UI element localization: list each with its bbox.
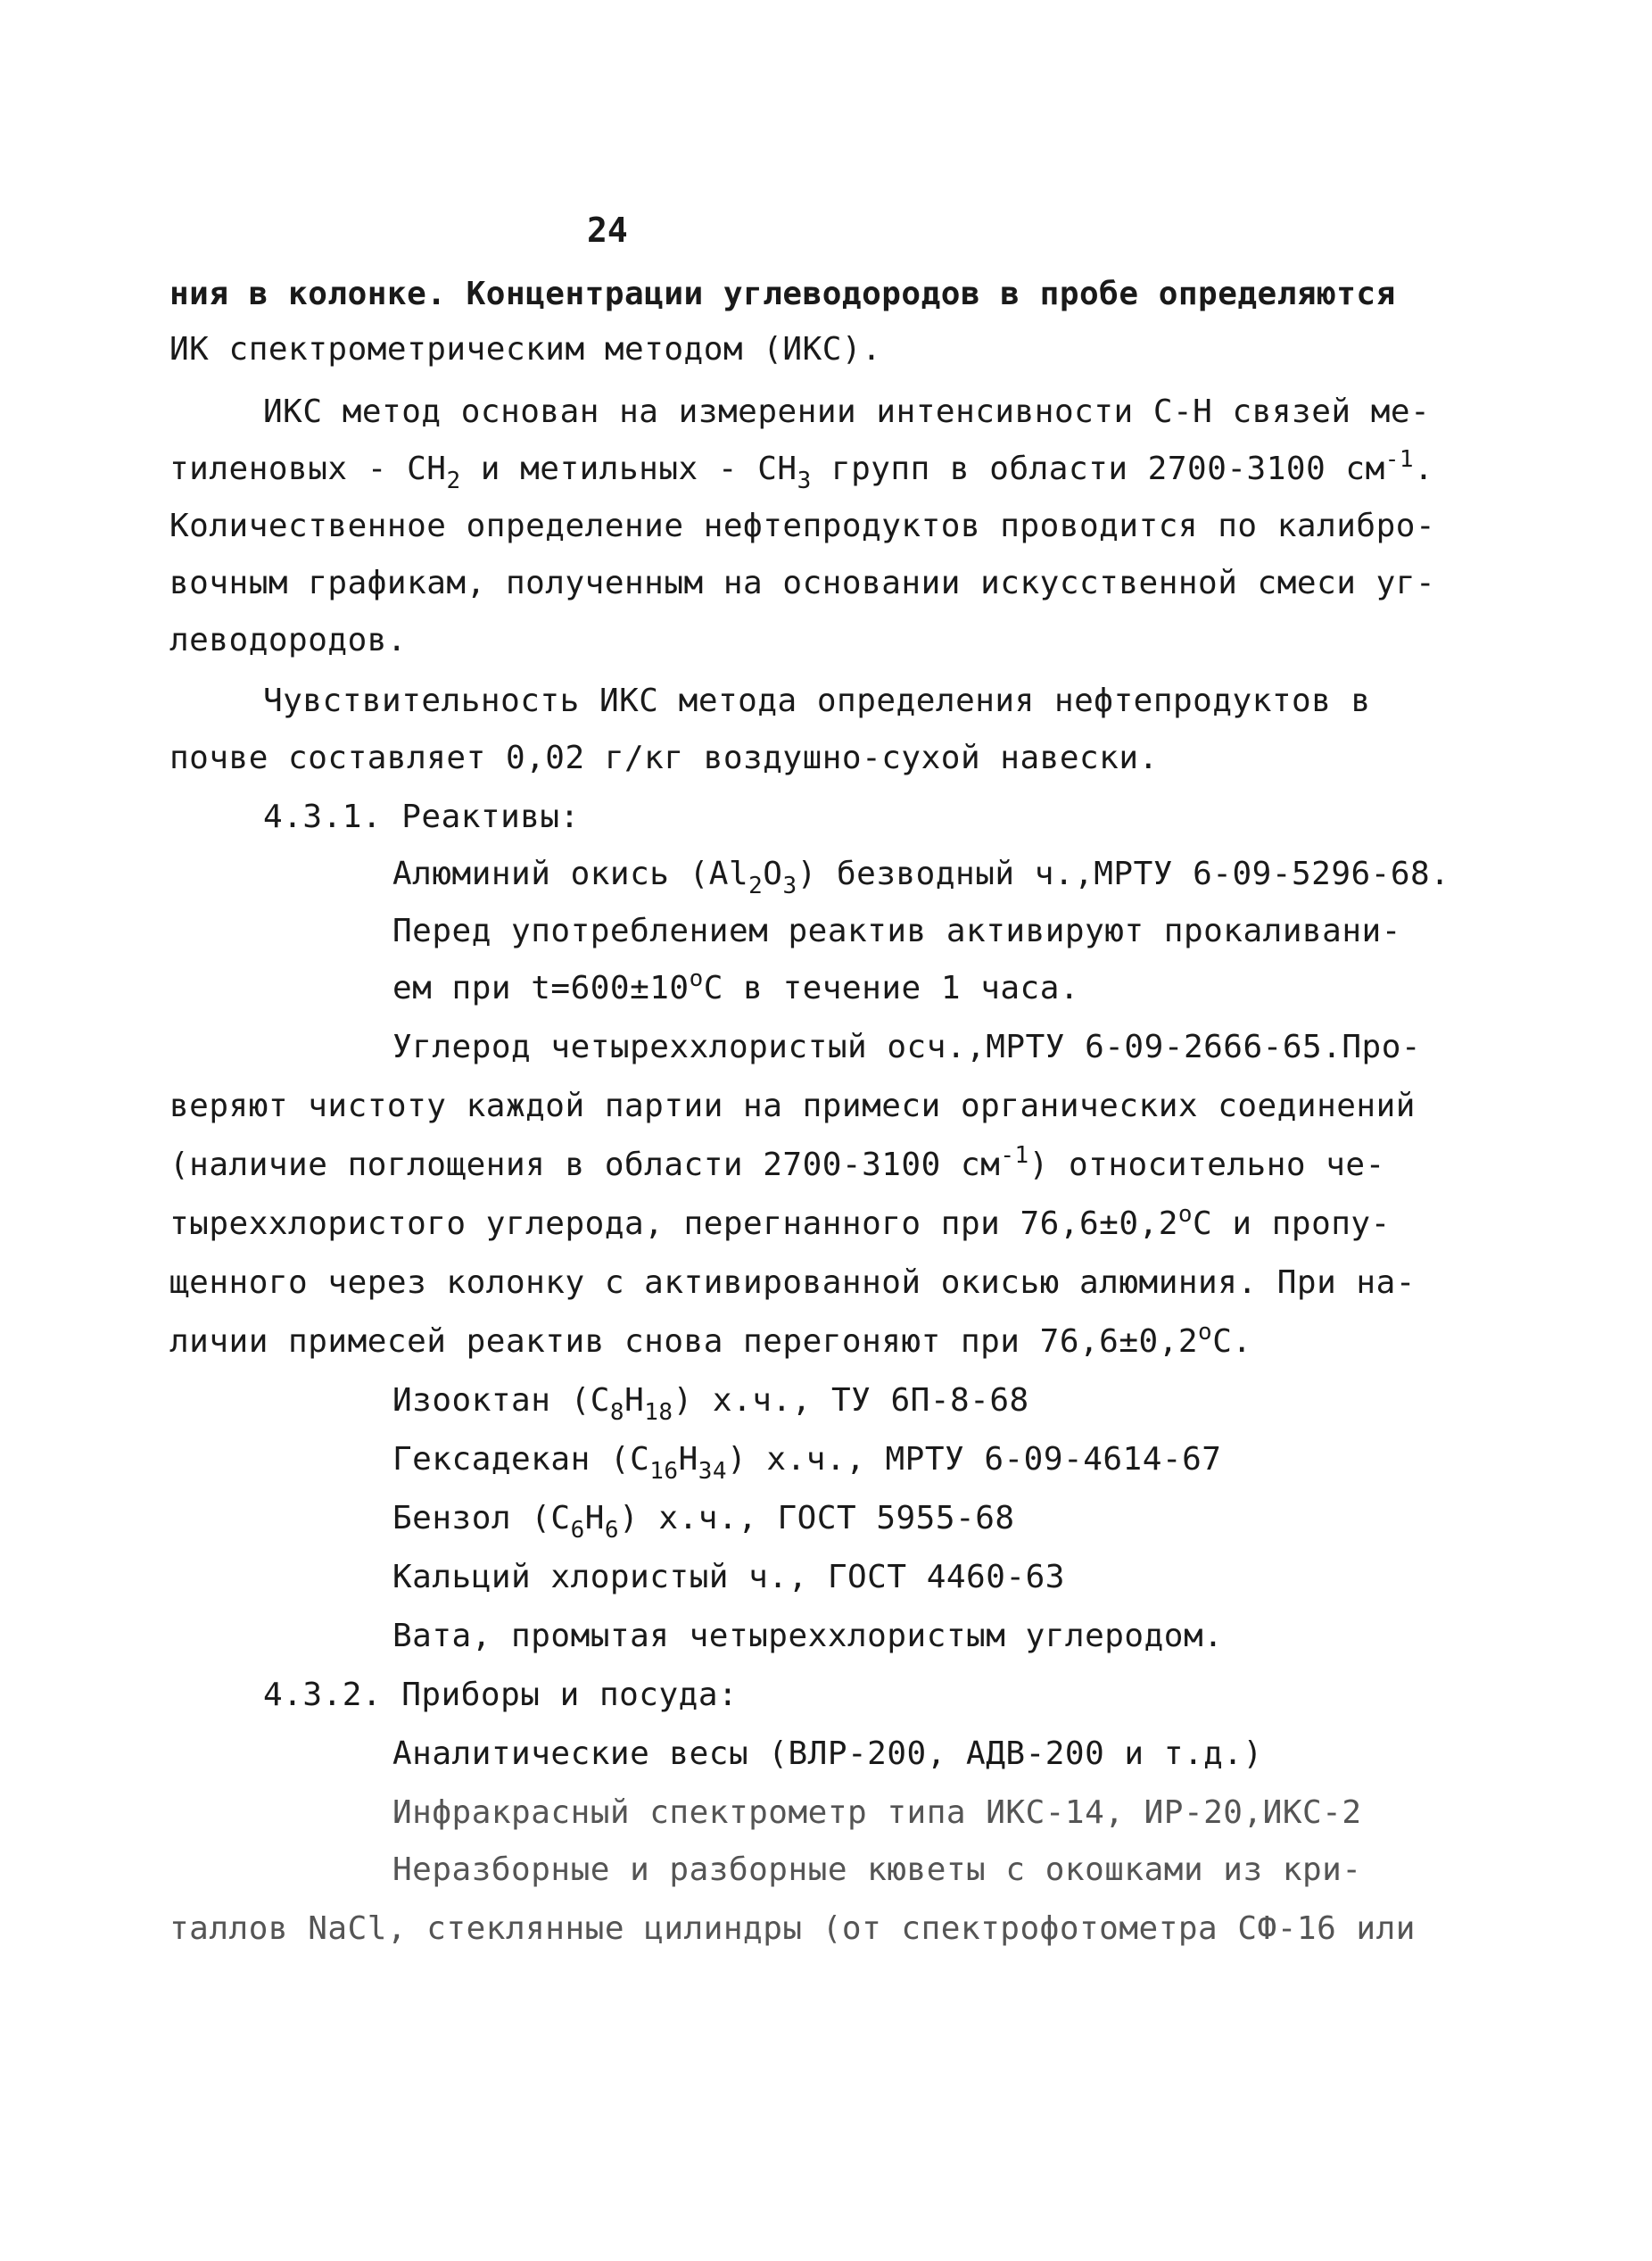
text-line-1: ния в колонке. Концентрации углеводородов в пробе определяются	[169, 276, 1396, 312]
text-line-6: вочным графикам, полученным на основании искусственной смеси уг-	[169, 565, 1436, 601]
text-span: личии примесей реактив снова перегоняют при 76,6±0,2	[169, 1323, 1199, 1360]
text-line-8: Чувствительность ИКС метода определения нефтепродуктов в	[263, 683, 1371, 719]
subscript: 3	[797, 468, 812, 494]
text-line-3: ИКС метод основан на измерении интенсивности С-Н связей ме-	[263, 393, 1431, 430]
superscript: -1	[1000, 1142, 1029, 1169]
subscript: 16	[649, 1458, 679, 1485]
text-span: Изооктан (C	[392, 1382, 610, 1419]
text-span: ) х.ч., МРТУ 6-09-4614-67	[727, 1441, 1222, 1478]
text-span: O	[763, 856, 783, 892]
text-span: (наличие поглощения в области 2700-3100 см	[169, 1147, 1001, 1183]
text-span: ) х.ч., ТУ 6П-8-68	[673, 1382, 1029, 1419]
text-line-11	[392, 853, 1450, 899]
text-span: .	[1414, 451, 1434, 487]
text-line-16	[169, 1144, 1385, 1187]
superscript: -1	[1384, 446, 1415, 473]
text-span: тыреххлористого углерода, перегнанного при 76,6±0,2	[169, 1205, 1178, 1242]
text-line-22	[392, 1497, 1015, 1544]
superscript: o	[1198, 1319, 1213, 1346]
text-span: С и пропу-	[1193, 1205, 1391, 1242]
text-line-18: щенного через колонку с активированной окисью алюминия. При на-	[169, 1264, 1416, 1301]
text-line-27: Инфракрасный спектрометр типа ИКС-14, ИР-20,ИКС-2	[392, 1794, 1362, 1831]
text-span: ем при t=600±10	[392, 970, 690, 1006]
text-line-19	[169, 1321, 1252, 1363]
superscript: o	[689, 965, 704, 992]
text-line-17	[169, 1203, 1391, 1246]
subscript: 8	[609, 1399, 625, 1426]
text-span: С.	[1212, 1323, 1252, 1360]
text-line-29: таллов NaCl, стеклянные цилиндры (от спектрофотометра СФ-16 или	[169, 1910, 1416, 1947]
text-line-28: Неразборные и разборные кюветы с окошками из кри-	[392, 1851, 1362, 1888]
text-span: групп в области 2700-3100 см	[811, 451, 1385, 487]
text-line-13	[392, 967, 1079, 1010]
subscript: 3	[782, 873, 797, 899]
text-span: H	[624, 1382, 645, 1419]
text-line-26: Аналитические весы (ВЛР-200, АДВ-200 и т.д.)	[392, 1735, 1263, 1772]
text-span: и метильных - CH	[460, 451, 797, 487]
subscript: 2	[748, 873, 764, 899]
text-span: Бензол (C	[392, 1500, 571, 1536]
text-span: ) х.ч., ГОСТ 5955-68	[619, 1500, 1015, 1536]
text-line-24: Вата, промытая четыреххлористым углеродом.	[392, 1618, 1224, 1654]
text-line-9: почве составляет 0,02 г/кг воздушно-сухой навески.	[169, 740, 1159, 776]
text-span: тиленовых - CH	[169, 451, 447, 487]
text-span: H	[584, 1500, 605, 1536]
text-line-7: леводородов.	[169, 622, 408, 658]
text-line-2: ИК спектрометрическим методом (ИКС).	[169, 331, 882, 368]
text-span: С в течение 1 часа.	[703, 970, 1080, 1006]
section-heading-reagents: 4.3.1. Реактивы:	[263, 799, 580, 835]
text-span: H	[678, 1441, 698, 1478]
text-line-21	[392, 1438, 1222, 1485]
text-line-12: Перед употреблением реактив активируют прокаливани-	[392, 913, 1401, 949]
subscript: 6	[570, 1517, 585, 1544]
text-span: Алюминий окись (Al	[392, 856, 749, 892]
text-line-4	[169, 446, 1434, 494]
text-line-5: Количественное определение нефтепродуктов проводится по калибро-	[169, 508, 1436, 544]
superscript: o	[1177, 1201, 1194, 1228]
text-span: ) относительно че-	[1028, 1147, 1385, 1183]
page-number: 24	[587, 211, 628, 250]
subscript: 34	[698, 1458, 728, 1485]
text-span: ) безводный ч.,МРТУ 6-09-5296-68.	[797, 856, 1450, 892]
section-heading-instruments: 4.3.2. Приборы и посуда:	[263, 1677, 739, 1713]
text-line-23: Кальций хлористый ч., ГОСТ 4460-63	[392, 1559, 1065, 1595]
subscript: 18	[644, 1399, 673, 1426]
text-line-15: веряют чистоту каждой партии на примеси органических соединений	[169, 1088, 1416, 1124]
text-span: Гексадекан (C	[392, 1441, 650, 1478]
text-line-20	[392, 1379, 1029, 1426]
subscript: 6	[604, 1517, 620, 1544]
subscript: 2	[446, 468, 461, 494]
text-line-14: Углерод четыреххлористый осч.,МРТУ 6-09-2666-65.Про-	[392, 1029, 1422, 1065]
